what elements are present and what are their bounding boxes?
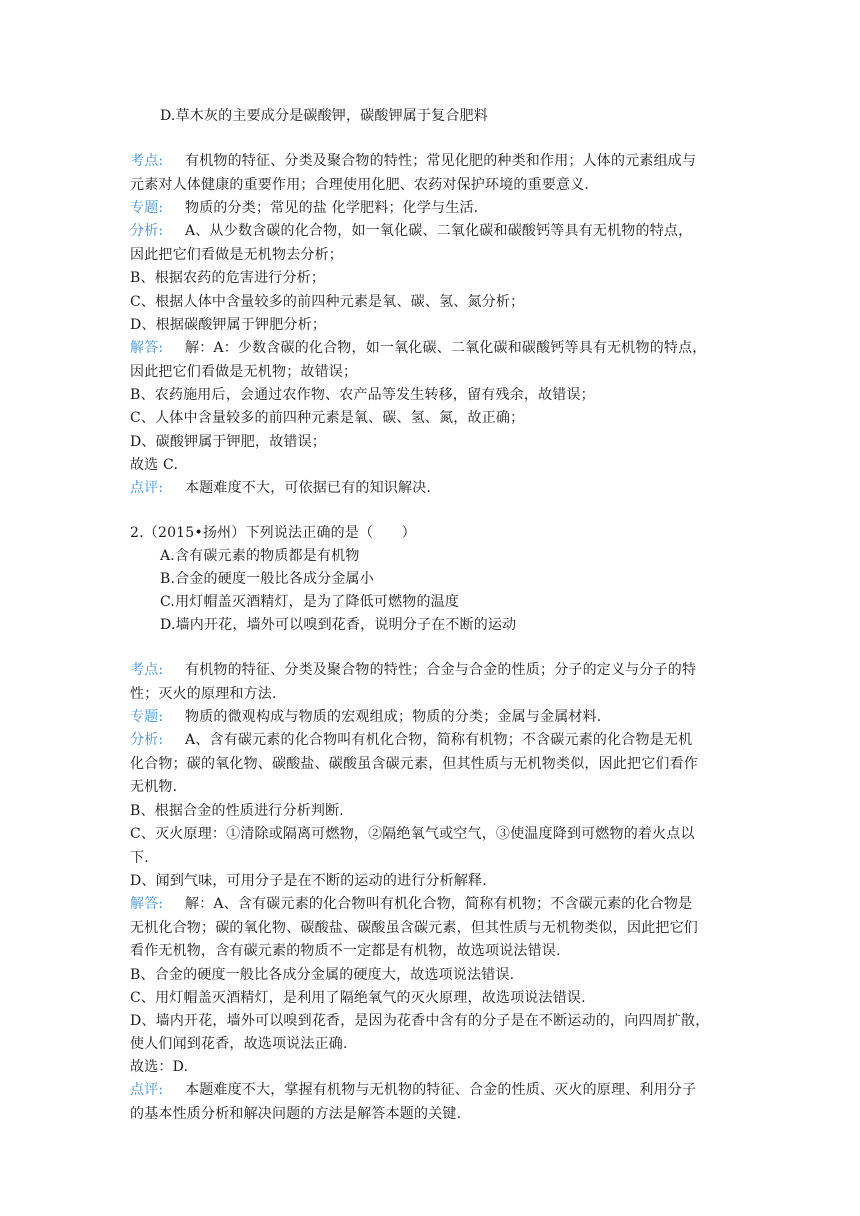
q2-zhuanti: 专题: 物质的微观构成与物质的宏观组成；物质的分类；金属与金属材料.: [130, 705, 790, 729]
q1-jieda-line-3: B、农药施用后，会通过农作物、农产品等发生转移，留有残余，故错误；: [130, 387, 595, 403]
q1-jieda-line-5: D、碳酸钾属于钾肥，故错误；: [130, 434, 327, 450]
q2-jieda-line-1: 解答: 解：A、含有碳元素的化合物叫有机化合物，简称有机物；不含碳元素的化合物是: [130, 892, 790, 916]
q2-dianping-line-2: 的基本性质分析和解决问题的方法是解答本题的关键.: [130, 1106, 462, 1122]
q2-fenxi-line-3: 无机物.: [130, 779, 178, 795]
q2-option-a: A.含有碳元素的物质都是有机物: [160, 548, 360, 564]
q1-jieda-line-2: 因此把它们看做是无机物；故错误；: [130, 364, 358, 380]
q1-fenxi-line-1: 分析: A、从少数含碳的化合物，如一氧化碳、二氧化碳和碳酸钙等具有无机物的特点，: [130, 219, 790, 243]
jieda-label: 解答:: [130, 340, 164, 356]
q1-fenxi-line-3: B、根据农药的危害进行分析；: [130, 270, 326, 286]
q2-jieda-line-5: C、用灯帽盖灭酒精灯，是利用了隔绝氧气的灭火原理，故选项说法错误.: [130, 990, 586, 1006]
q1-jieda-line-6: 故选 C.: [130, 457, 179, 473]
fenxi-label: 分析:: [130, 223, 164, 239]
q1-fenxi-line-4: C、根据人体中含量较多的前四种元素是氧、碳、氢、氮分析；: [130, 294, 525, 310]
jieda-label: 解答:: [130, 896, 164, 912]
q2-jieda-line-6: D、墙内开花，墙外可以嗅到花香，是因为花香中含有的分子是在不断运动的，向四周扩散，: [130, 1013, 710, 1029]
q2-jieda-line-2: 无机化合物；碳的氧化物、碳酸盐、碳酸虽含碳元素，但其性质与无机物类似，因此把它们: [130, 920, 698, 936]
dianping-label: 点评:: [130, 480, 164, 496]
q2-fenxi-line-1: 分析: A、含有碳元素的化合物叫有机化合物，简称有机物；不含碳元素的化合物是无机: [130, 728, 790, 752]
zhuanti-label: 专题:: [130, 709, 164, 725]
q1-fenxi-line-5: D、根据碳酸钾属于钾肥分析；: [130, 317, 327, 333]
q2-jieda-line-8: 故选：D.: [130, 1059, 189, 1075]
q2-option-d: D.墙内开花，墙外可以嗅到花香，说明分子在不断的运动: [160, 617, 517, 633]
fenxi-label: 分析:: [130, 732, 164, 748]
q2-option-c: C.用灯帽盖灭酒精灯，是为了降低可燃物的温度: [160, 594, 460, 610]
dianping-label: 点评:: [130, 1082, 164, 1098]
q2-jieda-line-7: 使人们闻到花香，故选项说法正确.: [130, 1036, 348, 1052]
q2-fenxi-line-6: 下.: [130, 850, 149, 866]
q1-kaodian-line-1: 考点: 有机物的特征、分类及聚合物的特性；常见化肥的种类和作用；人体的元素组成与: [130, 149, 790, 173]
q2-fenxi-line-7: D、闻到气味，可用分子是在不断的运动的进行分析解释.: [130, 873, 487, 889]
q2-stem: 2.（2015•扬州）下列说法正确的是（ ）: [130, 525, 416, 541]
kaodian-label: 考点:: [130, 662, 164, 678]
q1-dianping: 点评: 本题难度不大，可依据已有的知识解决.: [130, 476, 790, 500]
q2-jieda-line-4: B、合金的硬度一般比各成分金属的硬度大，故选项说法错误.: [130, 967, 515, 983]
q1-jieda-line-4: C、人体中含量较多的前四种元素是氧、碳、氢、氮，故正确；: [130, 410, 525, 426]
q2-fenxi-line-2: 化合物；碳的氧化物、碳酸盐、碳酸虽含碳元素，但其性质与无机物类似，因此把它们看作: [130, 756, 698, 772]
q2-fenxi-line-4: B、根据合金的性质进行分析判断.: [130, 803, 344, 819]
q1-zhuanti: 专题: 物质的分类；常见的盐 化学肥料；化学与生活.: [130, 196, 790, 220]
q1-jieda-line-1: 解答: 解：A：少数含碳的化合物，如一氧化碳、二氧化碳和碳酸钙等具有无机物的特点，: [130, 336, 790, 360]
kaodian-label: 考点:: [130, 153, 164, 169]
q2-kaodian-line-1: 考点: 有机物的特征、分类及聚合物的特性；合金与合金的性质；分子的定义与分子的特: [130, 658, 790, 682]
q2-jieda-line-3: 看作无机物，含有碳元素的物质不一定都是有机物，故选项说法错误.: [130, 943, 561, 959]
q2-kaodian-line-2: 性；灭火的原理和方法.: [130, 686, 277, 702]
zhuanti-label: 专题:: [130, 200, 164, 216]
q2-fenxi-line-5: C、灭火原理：①清除或隔离可燃物，②隔绝氧气或空气，③使温度降到可燃物的着火点以: [130, 826, 695, 842]
q1-fenxi-line-2: 因此把它们看做是无机物去分析；: [130, 247, 343, 263]
q2-dianping-line-1: 点评: 本题难度不大，掌握有机物与无机物的特征、合金的性质、灭火的原理、利用分子: [130, 1078, 790, 1102]
q2-option-b: B.合金的硬度一般比各成分金属小: [160, 571, 374, 587]
q1-option-d: D.草木灰的主要成分是碳酸钾，碳酸钾属于复合肥料: [160, 108, 488, 124]
q1-kaodian-line-2: 元素对人体健康的重要作用；合理使用化肥、农药对保护环境的重要意义.: [130, 177, 590, 193]
